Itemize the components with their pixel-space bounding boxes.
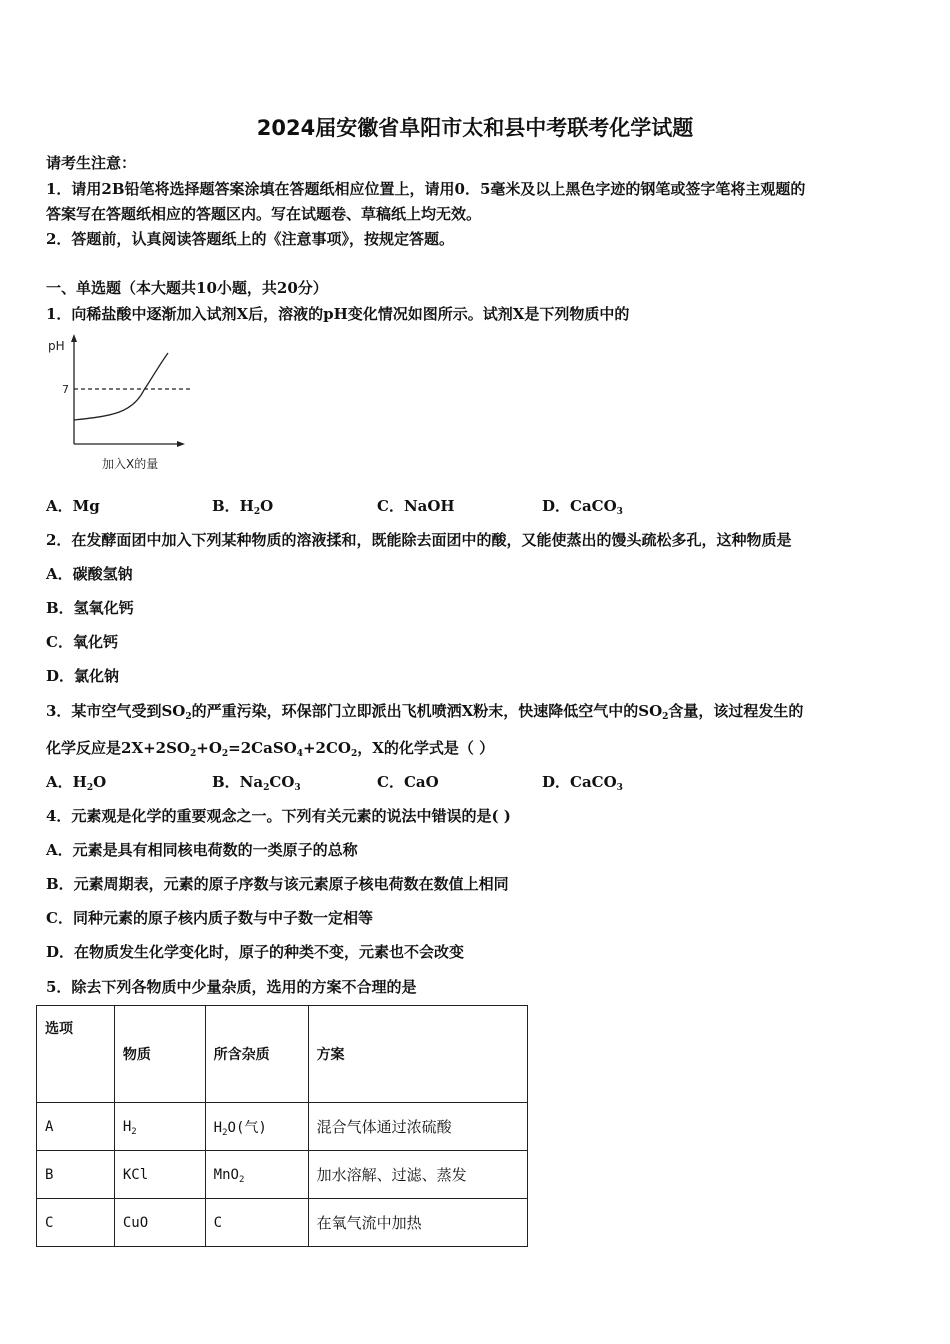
q1-option-c: C．NaOH (377, 497, 455, 515)
q4-option-d: D．在物质发生化学变化时，原子的种类不变，元素也不会改变 (46, 943, 465, 961)
q4-option-b: B．元素周期表，元素的原子序数与该元素原子核电荷数在数值上相同 (46, 875, 509, 893)
cell-option: B (37, 1151, 115, 1199)
q2-option-b: B．氢氧化钙 (46, 599, 134, 617)
q1-option-a: A．Mg (46, 497, 100, 515)
y-axis-arrow-icon (71, 334, 77, 342)
cell-option: C (37, 1199, 115, 1247)
q3-stem-line1: 3．某市空气受到$SO_2$的严重污染，环保部门立即派出飞机喷洒X粉末，快速降低空气中的$SO_2$含量，该过程发生的 (46, 702, 804, 722)
cell-substance: $H_2$ (114, 1103, 205, 1151)
cell-option: A (37, 1103, 115, 1151)
cell-impurity: $H_2O$(气) (205, 1103, 308, 1151)
table-row (37, 1151, 528, 1199)
ph7-label: 7 (62, 383, 69, 396)
header-plan: 方案 (308, 1006, 527, 1103)
q2-option-d: D．氯化钠 (46, 667, 120, 685)
y-label: pH (48, 339, 65, 353)
x-axis-arrow-icon (177, 441, 185, 447)
notice-item-1b: 答案写在答题纸相应的答题区内。写在试题卷、草稿纸上均无效。 (46, 205, 482, 223)
notice-item-1a: 1．请用2B铅笔将选择题答案涂填在答题纸相应位置上，请用0．5毫米及以上黑色字迹的钢笔或签字笔将主观题的 (46, 180, 806, 198)
section-heading: 一、单选题（本大题共10小题，共20分） (46, 279, 328, 297)
table-row (37, 1199, 528, 1247)
header-option: 选项 (37, 1006, 115, 1103)
header-substance: 物质 (114, 1006, 205, 1103)
q3-option-a: A．$H_2O$ (46, 773, 107, 793)
q4-option-c: C．同种元素的原子核内质子数与中子数一定相等 (46, 909, 373, 927)
notice-item-2: 2．答题前，认真阅读答题纸上的《注意事项》，按规定答题。 (46, 230, 454, 248)
page-title: 2024届安徽省阜阳市太和县中考联考化学试题 (256, 116, 694, 140)
ph-graph (40, 328, 200, 476)
q5-table (36, 1005, 528, 1247)
q4-stem: 4．元素观是化学的重要观念之一。下列有关元素的说法中错误的是( ) (46, 807, 511, 825)
cell-plan: 加水溶解、过滤、蒸发 (308, 1151, 527, 1199)
table-header-row (37, 1006, 528, 1103)
x-label: 加入X的量 (102, 457, 159, 471)
q4-option-a: A．元素是具有相同核电荷数的一类原子的总称 (46, 841, 358, 859)
cell-impurity: C (205, 1199, 308, 1247)
q1-option-d: D．CaCO$_3$ (542, 497, 623, 517)
cell-substance: CuO (114, 1199, 205, 1247)
ph-curve (74, 353, 168, 420)
notice-heading: 请考生注意： (46, 154, 137, 172)
cell-substance: KCl (114, 1151, 205, 1199)
q2-stem: 2．在发酵面团中加入下列某种物质的溶液揉和，既能除去面团中的酸，又能使蒸出的馒头疏松多孔，这种物质是 (46, 531, 792, 549)
cell-plan: 在氧气流中加热 (308, 1199, 527, 1247)
q1-stem: 1．向稀盐酸中逐渐加入试剂X后，溶液的pH变化情况如图所示。试剂X是下列物质中的 (46, 305, 630, 323)
q3-option-b: B．$Na_2CO_3$ (212, 773, 301, 793)
header-impurity: 所含杂质 (205, 1006, 308, 1103)
cell-impurity: MnO$_2$ (205, 1151, 308, 1199)
q3-option-d: D．CaCO$_3$ (542, 773, 623, 793)
q1-option-b: B．$H_2O$ (212, 497, 274, 517)
q3-stem-line2: 化学反应是$2X+2SO_2+O_2=2CaSO_4+2CO_2$，X的化学式是（ ） (46, 739, 495, 759)
cell-plan: 混合气体通过浓硫酸 (308, 1103, 527, 1151)
table-row (37, 1103, 528, 1151)
q5-stem: 5．除去下列各物质中少量杂质，选用的方案不合理的是 (46, 978, 417, 996)
q2-option-c: C．氧化钙 (46, 633, 118, 651)
q2-option-a: A．碳酸氢钠 (46, 565, 133, 583)
q3-option-c: C．CaO (377, 773, 439, 791)
